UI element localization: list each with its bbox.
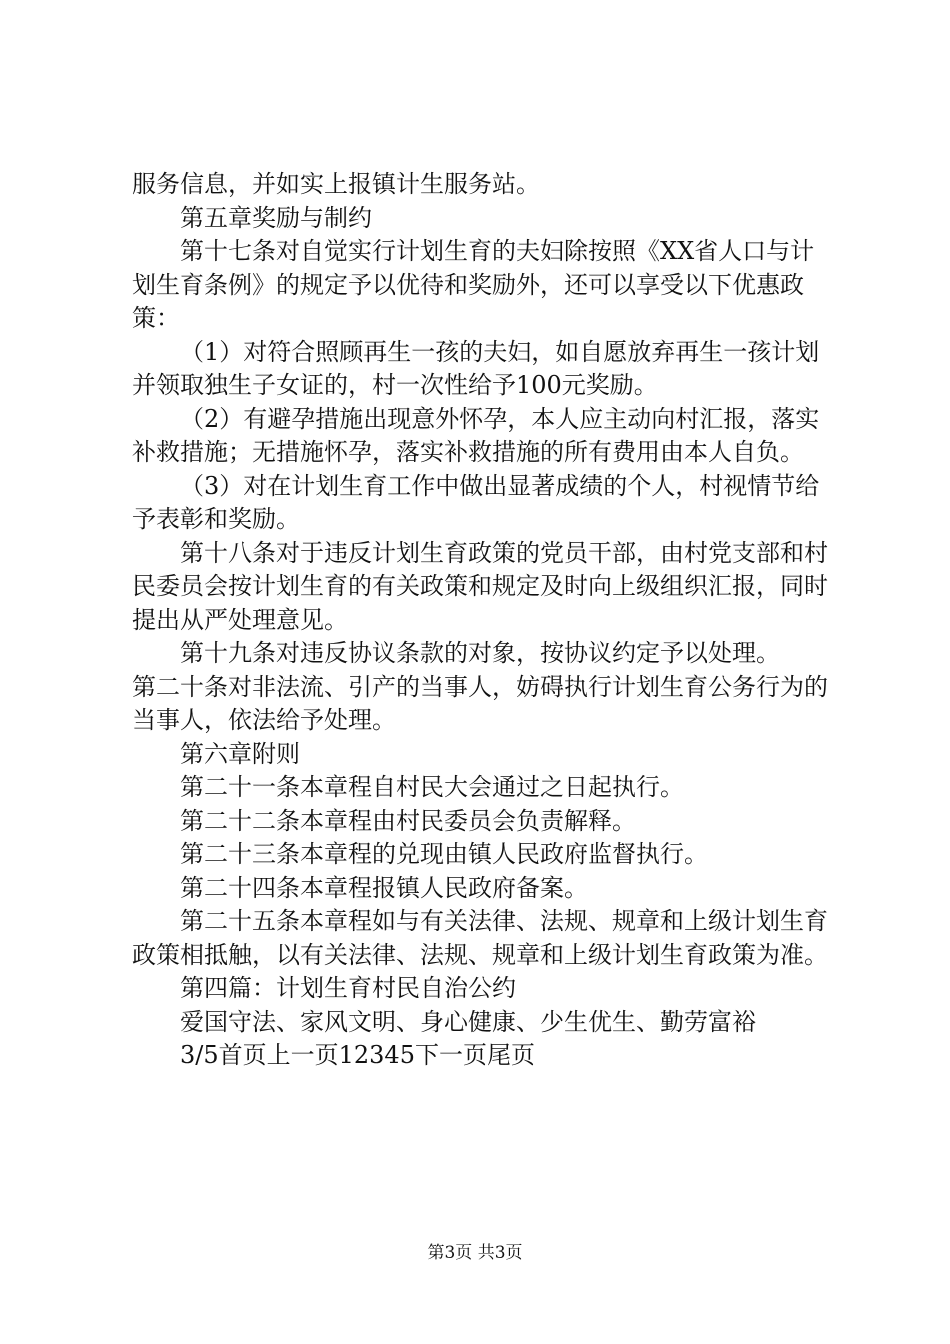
paragraph: 第二十条对非法流、引产的当事人，妨碍执行计划生育公务行为的当事人，依法给予处理。: [132, 672, 828, 734]
list-item: （3）对在计划生育工作中做出显著成绩的个人，村视情节给予表彰和奖励。: [132, 471, 820, 533]
paragraph: 第二十四条本章程报镇人民政府备案。: [180, 873, 588, 902]
list-item: （2）有避孕措施出现意外怀孕，本人应主动向村汇报，落实补救措施；无措施怀孕，落实补救措施的所有费用由本人自负。: [132, 404, 820, 466]
chapter-heading: 第六章附则: [180, 739, 300, 768]
document-body: [132, 168, 832, 1073]
paragraph: 爱国守法、家风文明、身心健康、少生优生、勤劳富裕: [180, 1007, 756, 1036]
paragraph: 第二十五条本章程如与有关法律、法规、规章和上级计划生育政策相抵触，以有关法律、法规、规章和上级计划生育政策为准。: [132, 907, 828, 969]
page-footer: 第3页 共3页: [427, 1243, 523, 1263]
pagination-text: 3/5首页上一页12345下一页尾页: [180, 1041, 535, 1069]
paragraph: 第二十三条本章程的兑现由镇人民政府监督执行。: [180, 840, 708, 868]
paragraph: 第十七条对自觉实行计划生育的夫妇除按照《XX省人口与计划生育条例》的规定予以优待和奖励外，还可以享受以下优惠政策：: [132, 237, 815, 332]
paragraph: 第十九条对违反协议条款的对象，按协议约定予以处理。: [180, 639, 780, 667]
paragraph: 第二十一条本章程自村民大会通过之日起执行。: [180, 773, 684, 801]
paragraph: 服务信息，并如实上报镇计生服务站。: [132, 170, 540, 198]
paragraph: 第二十二条本章程由村民委员会负责解释。: [180, 806, 636, 835]
paragraph: 第十八条对于违反计划生育政策的党员干部，由村党支部和村民委员会按计划生育的有关政策和规定及时向上级组织汇报，同时提出从严处理意见。: [132, 538, 828, 634]
list-item: （1）对符合照顾再生一孩的夫妇，如自愿放弃再生一孩计划并领取独生子女证的，村一次性给予100元奖励。: [132, 337, 820, 399]
section-heading: 第四篇：计划生育村民自治公约: [180, 974, 516, 1002]
chapter-heading: 第五章奖励与制约: [180, 203, 372, 232]
